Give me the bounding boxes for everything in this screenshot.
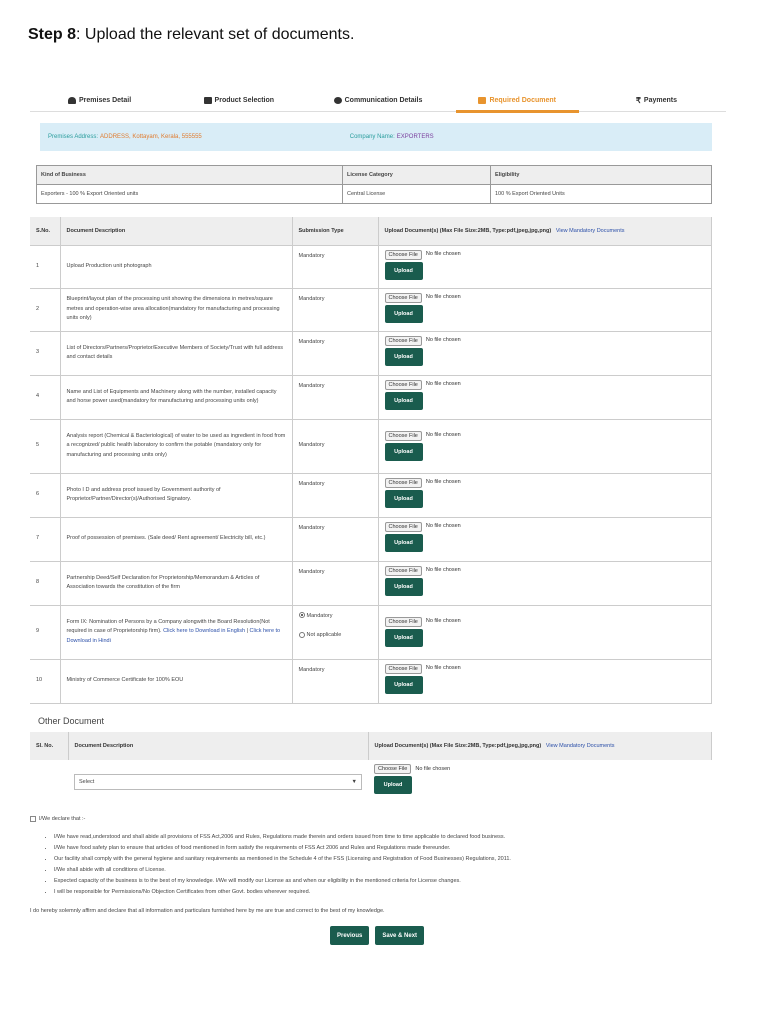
person-icon (68, 97, 76, 104)
step-heading: Step 8: Upload the relevant set of documents. (28, 26, 355, 43)
list-item: • Our facility shall comply with the general hygiene and sanitary requirements as mentioned in the Schedule 4 of the FSS (Licensing and Registration of Food Businesses) Regulations, 2011. (54, 854, 712, 865)
doc-row: 2 Blueprint/layout plan of the processing unit showing the dimensions in metres/square metres and operation-wise area allocation(mandatory for manufacturing and processing units only) Mandatory Choose File No file chosen Upload (30, 288, 712, 331)
choose-file-button[interactable]: Choose File (385, 522, 422, 532)
upload-button[interactable]: Upload (385, 348, 423, 366)
upload-button[interactable]: Upload (385, 305, 423, 323)
premises-address-value: ADDRESS, Kottayam, Kerala, 555555 (100, 134, 202, 140)
doc-description: Analysis report (Chemical & Bacteriological) of water to be used as ingredient in food from a recognized/ public health laboratory to confirm the potable (mandatory only for manufacturing and processing units only) (60, 419, 292, 473)
upload-button[interactable]: Upload (385, 490, 423, 508)
doc-description: Blueprint/layout plan of the processing unit showing the dimensions in metres/square metres and operation-wise area allocation(mandatory for manufacturing and processing units only) (60, 288, 292, 331)
header-slno: Sl. No. (30, 732, 68, 760)
other-document-title: Other Document (38, 716, 105, 726)
document-select[interactable]: Select ▼ (74, 774, 362, 790)
car-icon (204, 97, 212, 104)
doc-row: 7 Proof of possession of premises. (Sale deed/ Rent agreement/ Electricity bill, etc.) Mandatory Choose File No file chosen Upload (30, 517, 712, 561)
doc-description: List of Directors/Partners/Proprietor/Executive Members of Society/Trust with full address and contact details (60, 331, 292, 375)
choose-file-button[interactable]: Choose File (385, 250, 422, 260)
wizard-tabs (30, 90, 726, 112)
header-sno: S.No. (30, 217, 60, 245)
company-name-label: Company Name: (349, 134, 395, 140)
doc-description: Photo I D and address proof issued by Government authority of Proprietor/Partner/Director(s)/Authorised Signatory. (60, 473, 292, 517)
header-upload: Upload Document(s) (Max File Size:2MB, Type:pdf,jpeg,jpg,png) View Mandatory Documents (378, 217, 712, 245)
rupee-icon: ₹ (635, 96, 641, 105)
download-hindi-link[interactable]: Click here to Download in Hindi (66, 628, 281, 644)
dropdown-arrow-icon: ▼ (351, 779, 357, 785)
submission-type: Mandatory (292, 473, 378, 517)
upload-button[interactable]: Upload (385, 262, 423, 280)
choose-file-button[interactable]: Choose File (385, 431, 422, 441)
submission-type: Mandatory (292, 419, 378, 473)
choose-file-button[interactable]: Choose File (385, 566, 422, 576)
upload-button[interactable]: Upload (385, 443, 423, 461)
list-item: • I/We have food safety plan to ensure that articles of food mentioned in form satisfy the requirements of FSS Act 2006 and Rules and Regulations made thereunder. (54, 843, 712, 854)
list-item: • I/We shall abide with all conditions of License. (54, 865, 712, 876)
header-description: Document Description (60, 217, 292, 245)
submission-type: Mandatory (292, 288, 378, 331)
declaration-list (54, 832, 712, 898)
doc-description: Upload Production unit photograph (60, 245, 292, 288)
tab-communication-details[interactable]: Communication Details (308, 90, 447, 111)
header-submission-type: Submission Type (292, 217, 378, 245)
doc-row: 8 Partnership Deed/Self Declaration for Proprietorship/Memorandum & Articles of Association towards the constitution of the firm Mandatory Choose File No file chosen Upload (30, 561, 712, 605)
doc-description: Proof of possession of premises. (Sale deed/ Rent agreement/ Electricity bill, etc.) (60, 517, 292, 561)
doc-description: Name and List of Equipments and Machinery along with the number, installed capacity and horse power used(mandatory for manufacturing and processing units only) (60, 375, 292, 419)
header-upload: Upload Document(s) (Max File Size:2MB, Type:pdf,jpeg,jpg,png) View Mandatory Documents (368, 732, 712, 760)
declaration: I/We declare that :- • I/We have read,understood and shall abide all provisions of FSS Act,2006 and Rules, Regulations made therein and orders issued from time to time applicable to declared food business. • I/We have food safety plan to ensure that articles of food mentioned in form satisfy the requirements of FSS Act 2006 and Rules and Regulations made thereunder. • Our facility shall comply with the general hygiene and sanitary requirements as mentioned in the Schedule 4 of the FSS (Licensing and Registration of Food Businesses) Regulations, 2011. • I/We shall abide with all conditions of License. • Expected capacity of the business is to the best of my knowledge. I/We will modify our License as and when our eligibility in the mentioned criteria for License changes. • I will be responsible for Permissions/No Objection Certificates from other Govt. bodies wherever required. I do hereby solemnly affirm and declare that all information and particulars furnished here by me are true and correct to the best of my knowledge. (30, 816, 712, 914)
not-applicable-radio[interactable] (299, 632, 305, 638)
doc-row: 9 Form IX: Nomination of Persons by a Company alongwith the Board Resolution(Not required in case of Proprietorship firm). Click here to Download in English | Click here to Download in Hindi Mandatory Not applicable Choose File No file chosen Upload (30, 605, 712, 659)
header-kind-of-business: Kind of Business (37, 166, 343, 185)
choose-file-button[interactable]: Choose File (385, 664, 422, 674)
other-documents-table: Sl. No. Document Description Upload Document(s) (Max File Size:2MB, Type:pdf,jpeg,jpg,png) View Mandatory Documents Select ▼ Choose File No file chosen Upload (30, 732, 712, 798)
tab-product-selection[interactable]: Product Selection (169, 90, 308, 111)
upload-button[interactable]: Upload (385, 534, 423, 552)
header-eligibility: Eligibility (491, 166, 712, 185)
premises-address-label: Premises Address: (48, 134, 99, 140)
choose-file-button[interactable]: Choose File (374, 764, 411, 774)
company-name-value: EXPORTERS (396, 134, 434, 140)
previous-button[interactable]: Previous (330, 926, 369, 945)
choose-file-button[interactable]: Choose File (385, 336, 422, 346)
upload-button[interactable]: Upload (385, 676, 423, 694)
doc-row: 5 Analysis report (Chemical & Bacteriological) of water to be used as ingredient in food from a recognized/ public health laboratory to confirm the potable (mandatory only for manufacturing and processing units only) Mandatory Choose File No file chosen Upload (30, 419, 712, 473)
save-next-button[interactable]: Save & Next (375, 926, 424, 945)
doc-row: 1 Upload Production unit photograph Mandatory Choose File No file chosen Upload (30, 245, 712, 288)
submission-type-radios: Mandatory Not applicable (292, 605, 378, 659)
declaration-checkbox[interactable] (30, 816, 36, 822)
business-table (36, 165, 712, 204)
choose-file-button[interactable]: Choose File (385, 478, 422, 488)
header-license-category: License Category (343, 166, 491, 185)
footer-buttons (330, 926, 424, 945)
submission-type: Mandatory (292, 561, 378, 605)
submission-type: Mandatory (292, 375, 378, 419)
view-mandatory-documents-link[interactable]: View Mandatory Documents (545, 743, 615, 749)
download-english-link[interactable]: Click here to Download in English (163, 628, 246, 635)
license-category-value: Central License (343, 185, 491, 204)
upload-button[interactable]: Upload (385, 629, 423, 647)
kind-of-business-value: Exporters - 100 % Export Oriented units (37, 185, 343, 204)
doc-description: Form IX: Nomination of Persons by a Company alongwith the Board Resolution(Not required in case of Proprietorship firm). Click here to Download in English | Click here to Download in Hindi (60, 605, 292, 659)
submission-type: Mandatory (292, 245, 378, 288)
upload-button[interactable]: Upload (385, 578, 423, 596)
list-item: • I will be responsible for Permissions/No Objection Certificates from other Govt. bodies wherever required. (54, 887, 712, 898)
gears-icon (334, 97, 342, 104)
mandatory-radio[interactable] (299, 612, 305, 618)
doc-row: 6 Photo I D and address proof issued by Government authority of Proprietor/Partner/Director(s)/Authorised Signatory. Mandatory Choose File No file chosen Upload (30, 473, 712, 517)
doc-row: 10 Ministry of Commerce Certificate for 100% EOU Mandatory Choose File No file chosen Upload (30, 659, 712, 703)
choose-file-button[interactable]: Choose File (385, 617, 422, 627)
list-item: • Expected capacity of the business is to the best of my knowledge. I/We will modify our License as and when our eligibility in the mentioned criteria for License changes. (54, 876, 712, 887)
submission-type: Mandatory (292, 517, 378, 561)
doc-row: 4 Name and List of Equipments and Machinery along with the number, installed capacity and horse power used(mandatory for manufacturing and processing units only) Mandatory Choose File No file chosen Upload (30, 375, 712, 419)
tab-required-document[interactable]: Required Document (448, 90, 587, 111)
list-item: • I/We have read,understood and shall abide all provisions of FSS Act,2006 and Rules, Regulations made therein and orders issued from time to time applicable to declared food business. (54, 832, 712, 843)
submission-type: Mandatory (292, 659, 378, 703)
choose-file-button[interactable]: Choose File (385, 380, 422, 390)
view-mandatory-documents-link[interactable]: View Mandatory Documents (555, 227, 625, 234)
affirmation-text: I do hereby solemnly affirm and declare that all information and particulars furnished here by me are true and correct to the best of my knowledge. (30, 908, 385, 914)
submission-type: Mandatory (292, 331, 378, 375)
doc-description: Partnership Deed/Self Declaration for Proprietorship/Memorandum & Articles of Association towards the constitution of the firm (60, 561, 292, 605)
doc-row: 3 List of Directors/Partners/Proprietor/Executive Members of Society/Trust with full address and contact details Mandatory Choose File No file chosen Upload (30, 331, 712, 375)
doc-description: Ministry of Commerce Certificate for 100% EOU (60, 659, 292, 703)
header-document-description: Document Description (68, 732, 368, 760)
upload-button[interactable]: Upload (385, 392, 423, 410)
tab-premises-detail[interactable]: Premises Detail (30, 90, 169, 111)
tab-payments[interactable]: ₹ Payments (635, 96, 677, 105)
folder-icon (478, 97, 486, 104)
upload-button[interactable]: Upload (374, 776, 412, 794)
address-bar (40, 123, 712, 151)
choose-file-button[interactable]: Choose File (385, 293, 422, 303)
documents-table (30, 217, 712, 704)
eligibility-value: 100 % Export Oriented Units (491, 185, 712, 204)
